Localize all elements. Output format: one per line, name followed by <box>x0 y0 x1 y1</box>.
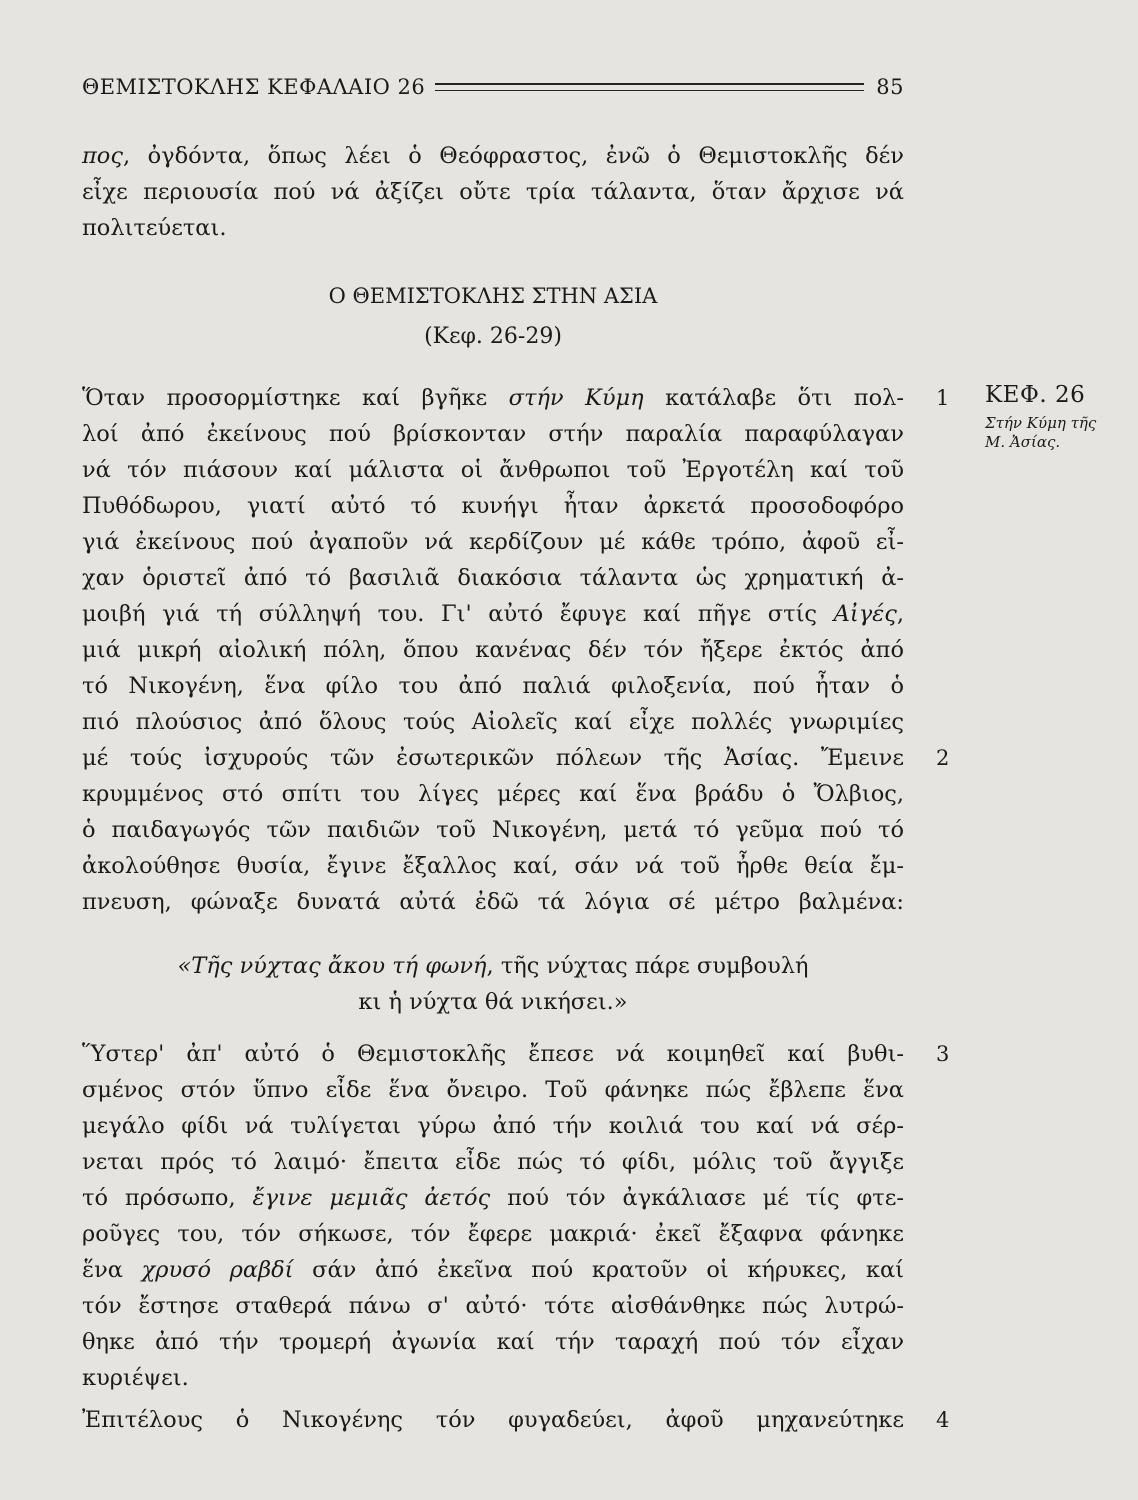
p2-text: πού τόν ἀγκάλιασε μέ τίς φτε- <box>490 1185 904 1211</box>
paragraph-3 <box>82 1402 904 1438</box>
verse-italic: «Τῆς νύχτας ἄκου τή φωνή <box>177 953 487 979</box>
section-range: (Κεφ. 26-29) <box>424 324 562 349</box>
margin-number-1: 1 <box>936 386 950 410</box>
margin-number-2: 2 <box>936 746 950 770</box>
intro-line: πολιτεύεται. <box>82 215 227 241</box>
running-title: ΘΕΜΙΣΤΟΚΛΗΣ ΚΕΦΑΛΑΙΟ 26 <box>82 75 426 99</box>
verse <box>82 948 904 1020</box>
page-number: 85 <box>876 75 904 99</box>
side-note <box>985 382 1096 452</box>
section-title: Ο ΘΕΜΙΣΤΟΚΛΗΣ ΣΤΗΝ ΑΣΙΑ <box>328 284 658 308</box>
p1-text: , <box>896 601 904 627</box>
p1-line: λοί ἀπό ἐκείνους πού βρίσκονταν στήν παραλία παραφύλαγαν <box>82 421 904 447</box>
p2-text: τό πρόσωπο, <box>82 1185 253 1211</box>
p2-line: ροῦγες του, τόν σήκωσε, τόν ἔφερε μακριά· ἐκεῖ ἔξαφνα φάνηκε <box>82 1221 904 1247</box>
p1-italic: στήν Κύμη <box>508 385 644 411</box>
p2-line: μεγάλο φίδι νά τυλίγεται γύρω ἀπό τήν κοιλιά του καί νά σέρ- <box>82 1113 904 1139</box>
p1-line: ὁ παιδαγωγός τῶν παιδιῶν τοῦ Νικογένη, μετά τό γεῦμα πού τό <box>82 817 904 843</box>
p1-line: ἀκολούθησε θυσία, ἔγινε ἔξαλλος καί, σάν νά τοῦ ἦρθε θεία ἔμ- <box>82 853 904 879</box>
side-note-line: Μ. Ἀσίας. <box>985 433 1061 451</box>
p1-text: Ὅταν προσορμίστηκε καί βγῆκε <box>82 385 509 411</box>
running-header <box>82 72 904 102</box>
p1-text: κατάλαβε ὅτι πολ- <box>643 385 904 411</box>
p1-line: κρυμμένος στό σπίτι του λίγες μέρες καί ἕνα βράδυ ὁ Ὄλβιος, <box>82 781 904 807</box>
intro-line: εἶχε περιουσία πού νά ἀξίζει οὔτε τρία τάλαντα, ὅταν ἄρχισε νά <box>82 179 904 205</box>
p2-line: νεται πρός τό λαιμό· ἔπειτα εἶδε πώς τό φίδι, μόλις τοῦ ἄγγιξε <box>82 1149 904 1175</box>
side-note-title: ΚΕΦ. 26 <box>985 382 1086 408</box>
p1-line: χαν ὁριστεῖ ἀπό τό βασιλιᾶ διακόσια τάλαντα ὡς χρηματική ἀ- <box>82 565 904 591</box>
intro-line: , ὀγδόντα, ὅπως λέει ὁ Θεόφραστος, ἐνῶ ὁ Θεμιστοκλῆς δέν <box>122 143 904 169</box>
p3-line: Ἐπιτέλους ὁ Νικογένης τόν φυγαδεύει, ἀφοῦ μηχανεύτηκε <box>82 1407 904 1433</box>
p1-line: πνευση, φώναξε δυνατά αὐτά ἐδῶ τά λόγια σέ μέτρο βαλμένα: <box>82 889 904 915</box>
p2-text: ἕνα <box>82 1257 142 1283</box>
margin-number-3: 3 <box>936 1042 950 1066</box>
p1-line: μέ τούς ἰσχυρούς τῶν ἐσωτερικῶν πόλεων τῆς Ἀσίας. Ἔμεινε <box>82 745 904 771</box>
margin-number-4: 4 <box>936 1408 950 1432</box>
paragraph-2 <box>82 1036 904 1396</box>
p2-line: θηκε ἀπό τήν τρομερή ἀγωνία καί τήν ταραχή πού τόν εἶχαν <box>82 1329 904 1355</box>
paragraph-1 <box>82 380 904 920</box>
verse-text: , τῆς νύχτας πάρε συμβουλή <box>486 953 809 979</box>
p1-line: Πυθόδωρου, γιατί αὐτό τό κυνήγι ἦταν ἀρκετά προσοδοφόρο <box>82 493 904 519</box>
p1-line: γιά ἐκείνους πού ἀγαποῦν νά κερδίζουν μέ κάθε τρόπο, ἀφοῦ εἶ- <box>82 529 904 555</box>
p1-text: μοιβή γιά τή σύλληψή του. Γι' αὐτό ἔφυγε καί πῆγε στίς <box>82 601 834 627</box>
p1-line: τό Νικογένη, ἕνα φίλο του ἀπό παλιά φιλοξενία, πού ἦταν ὁ <box>82 673 904 699</box>
p2-italic: ἔγινε μεμιᾶς ἀετός <box>252 1185 491 1211</box>
p1-line: πιό πλούσιος ἀπό ὅλους τούς Αἰολεῖς καί εἶχε πολλές γνωριμίες <box>82 709 904 735</box>
side-note-line: Στήν Κύμη τῆς <box>985 414 1097 432</box>
intro-line-italic: πος <box>82 143 123 169</box>
verse-line: κι ἡ νύχτα θά νικήσει.» <box>358 989 628 1015</box>
p2-line: σμένος στόν ὕπνο εἶδε ἕνα ὄνειρο. Τοῦ φάνηκε πώς ἔβλεπε ἕνα <box>82 1077 904 1103</box>
header-rule <box>435 83 864 91</box>
p2-italic: χρυσό ραβδί <box>141 1257 294 1283</box>
p2-line: τόν ἔστησε σταθερά πάνω σ' αὐτό· τότε αἰσθάνθηκε πώς λυτρώ- <box>82 1293 904 1319</box>
p1-line: νά τόν πιάσουν καί μάλιστα οἱ ἄνθρωποι τοῦ Ἐργοτέλη καί τοῦ <box>82 457 904 483</box>
p2-line: κυριέψει. <box>82 1365 189 1391</box>
p2-line: Ὕστερ' ἀπ' αὐτό ὁ Θεμιστοκλῆς ἔπεσε νά κοιμηθεῖ καί βυθι- <box>82 1041 904 1067</box>
p1-italic: Αἰγές <box>833 601 897 627</box>
p2-text: σάν ἀπό ἐκεῖνα πού κρατοῦν οἱ κήρυκες, καί <box>293 1257 904 1283</box>
p1-line: μιά μικρή αἰολική πόλη, ὅπου κανένας δέν τόν ἤξερε ἐκτός ἀπό <box>82 637 904 663</box>
intro-paragraph <box>82 138 904 246</box>
